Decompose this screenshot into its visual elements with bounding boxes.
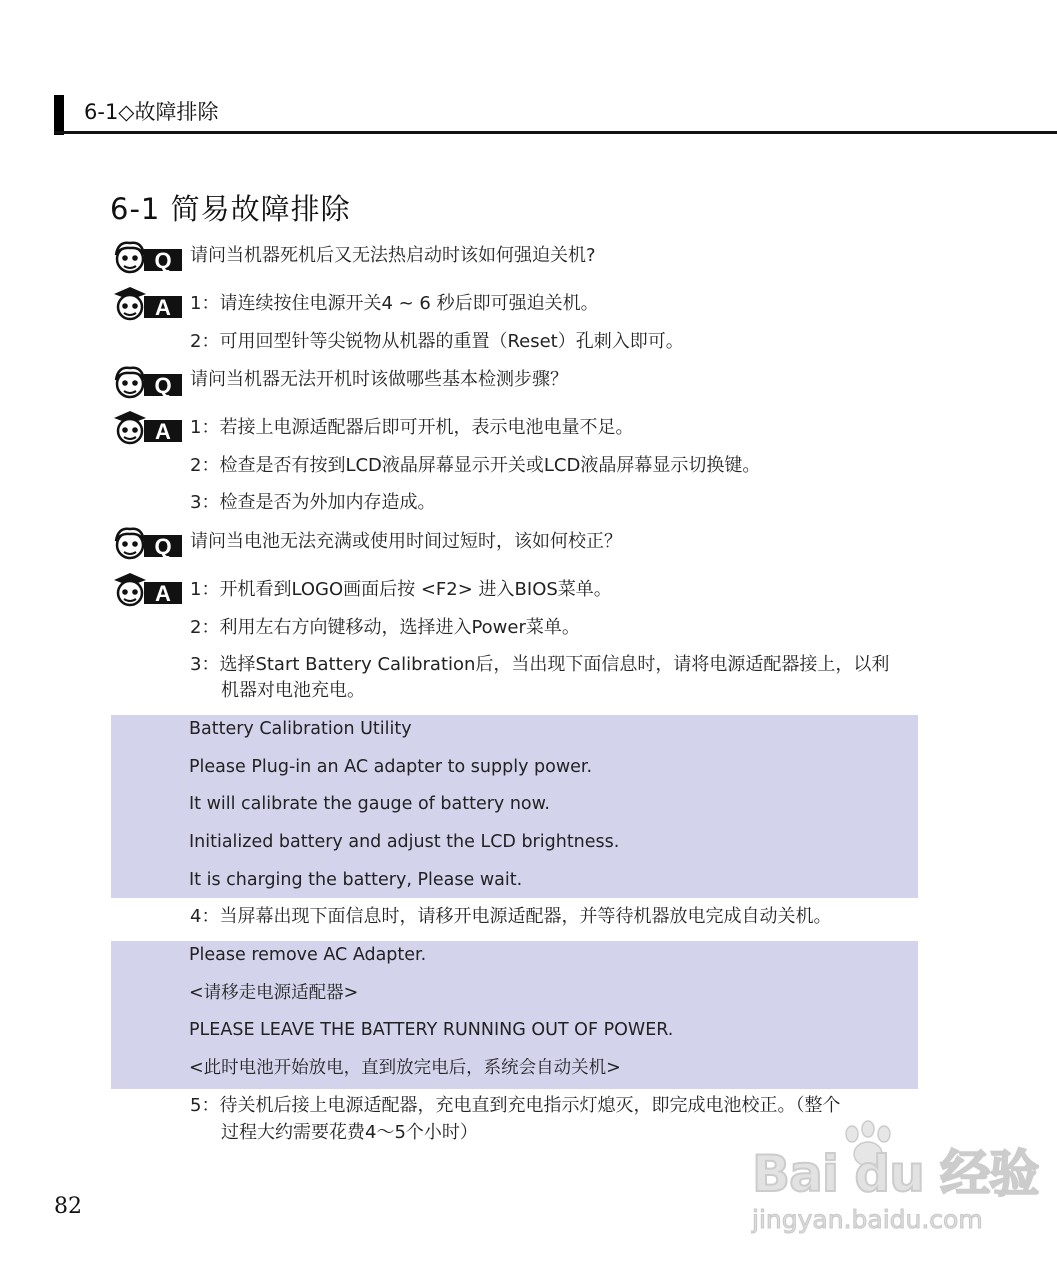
answer-step: 3：检查是否为外加内存造成。 — [190, 492, 436, 513]
bios-message-line: PLEASE LEAVE THE BATTERY RUNNING OUT OF POWER. — [189, 1020, 674, 1040]
bios-message-line: Battery Calibration Utility — [189, 719, 412, 739]
bios-message-line: Initialized battery and adjust the LCD brightness. — [189, 832, 620, 852]
svg-text:A: A — [155, 295, 171, 320]
answer-step: 2：可用回型针等尖锐物从机器的重置（Reset）孔刺入即可。 — [190, 331, 684, 352]
answer-step: 2：检查是否有按到LCD液晶屏幕显示开关或LCD液晶屏幕显示切换键。 — [190, 455, 761, 476]
answer-step: 3：选择Start Battery Calibration后，当出现下面信息时，请将电源适配器接上，以利 — [190, 654, 890, 675]
header-accent-bar — [54, 95, 64, 135]
answer-badge-icon — [110, 284, 182, 324]
question-text: 请问当机器死机后又无法热启动时该如何强迫关机? — [190, 245, 596, 266]
question-text: 请问当电池无法充满或使用时间过短时，该如何校正？ — [190, 531, 622, 552]
section-title: 6-1 简易故障排除 — [110, 192, 351, 226]
question-badge-icon — [110, 239, 182, 279]
page-number: 82 — [54, 1194, 82, 1219]
answer-step: 1：请连续按住电源开关4 ~ 6 秒后即可强迫关机。 — [190, 293, 599, 314]
answer-badge-icon — [110, 570, 182, 610]
answer-step-continued: 机器对电池充电。 — [221, 680, 365, 701]
answer-step-continued: 过程大约需要花费4～5个小时） — [221, 1122, 478, 1143]
answer-step: 1：开机看到LOGO画面后按 <F2> 进入BIOS菜单。 — [190, 579, 612, 600]
watermark-logo: Bai du 经验 — [752, 1145, 1039, 1203]
bios-message-line: It will calibrate the gauge of battery now. — [189, 794, 550, 814]
question-badge-icon — [110, 525, 182, 565]
answer-step: 1：若接上电源适配器后即可开机，表示电池电量不足。 — [190, 417, 634, 438]
answer-step: 2：利用左右方向键移动，选择进入Power菜单。 — [190, 617, 580, 638]
answer-step: 5：待关机后接上电源适配器，充电直到充电指示灯熄灭，即完成电池校正。（整个 — [190, 1095, 841, 1116]
svg-text:Q: Q — [154, 373, 172, 398]
svg-text:Q: Q — [154, 534, 172, 559]
question-text: 请问当机器无法开机时该做哪些基本检测步骤？ — [190, 369, 568, 390]
chapter-header-title: 6-1◇故障排除 — [84, 100, 219, 124]
answer-step: 4：当屏幕出现下面信息时，请移开电源适配器，并等待机器放电完成自动关机。 — [190, 906, 832, 927]
header-rule — [54, 131, 1057, 134]
svg-text:A: A — [155, 419, 171, 444]
bios-message-line: Please Plug-in an AC adapter to supply power. — [189, 757, 593, 777]
svg-text:Q: Q — [154, 248, 172, 273]
bios-message-line: <此时电池开始放电，直到放完电后，系统会自动关机> — [189, 1058, 621, 1078]
watermark-url: jingyan.baidu.com — [752, 1205, 983, 1234]
question-badge-icon — [110, 364, 182, 404]
answer-badge-icon — [110, 408, 182, 448]
bios-message-line: Please remove AC Adapter. — [189, 945, 427, 965]
bios-message-line: It is charging the battery, Please wait. — [189, 870, 523, 890]
svg-text:A: A — [155, 581, 171, 606]
bios-message-line: <请移走电源适配器> — [189, 983, 359, 1003]
